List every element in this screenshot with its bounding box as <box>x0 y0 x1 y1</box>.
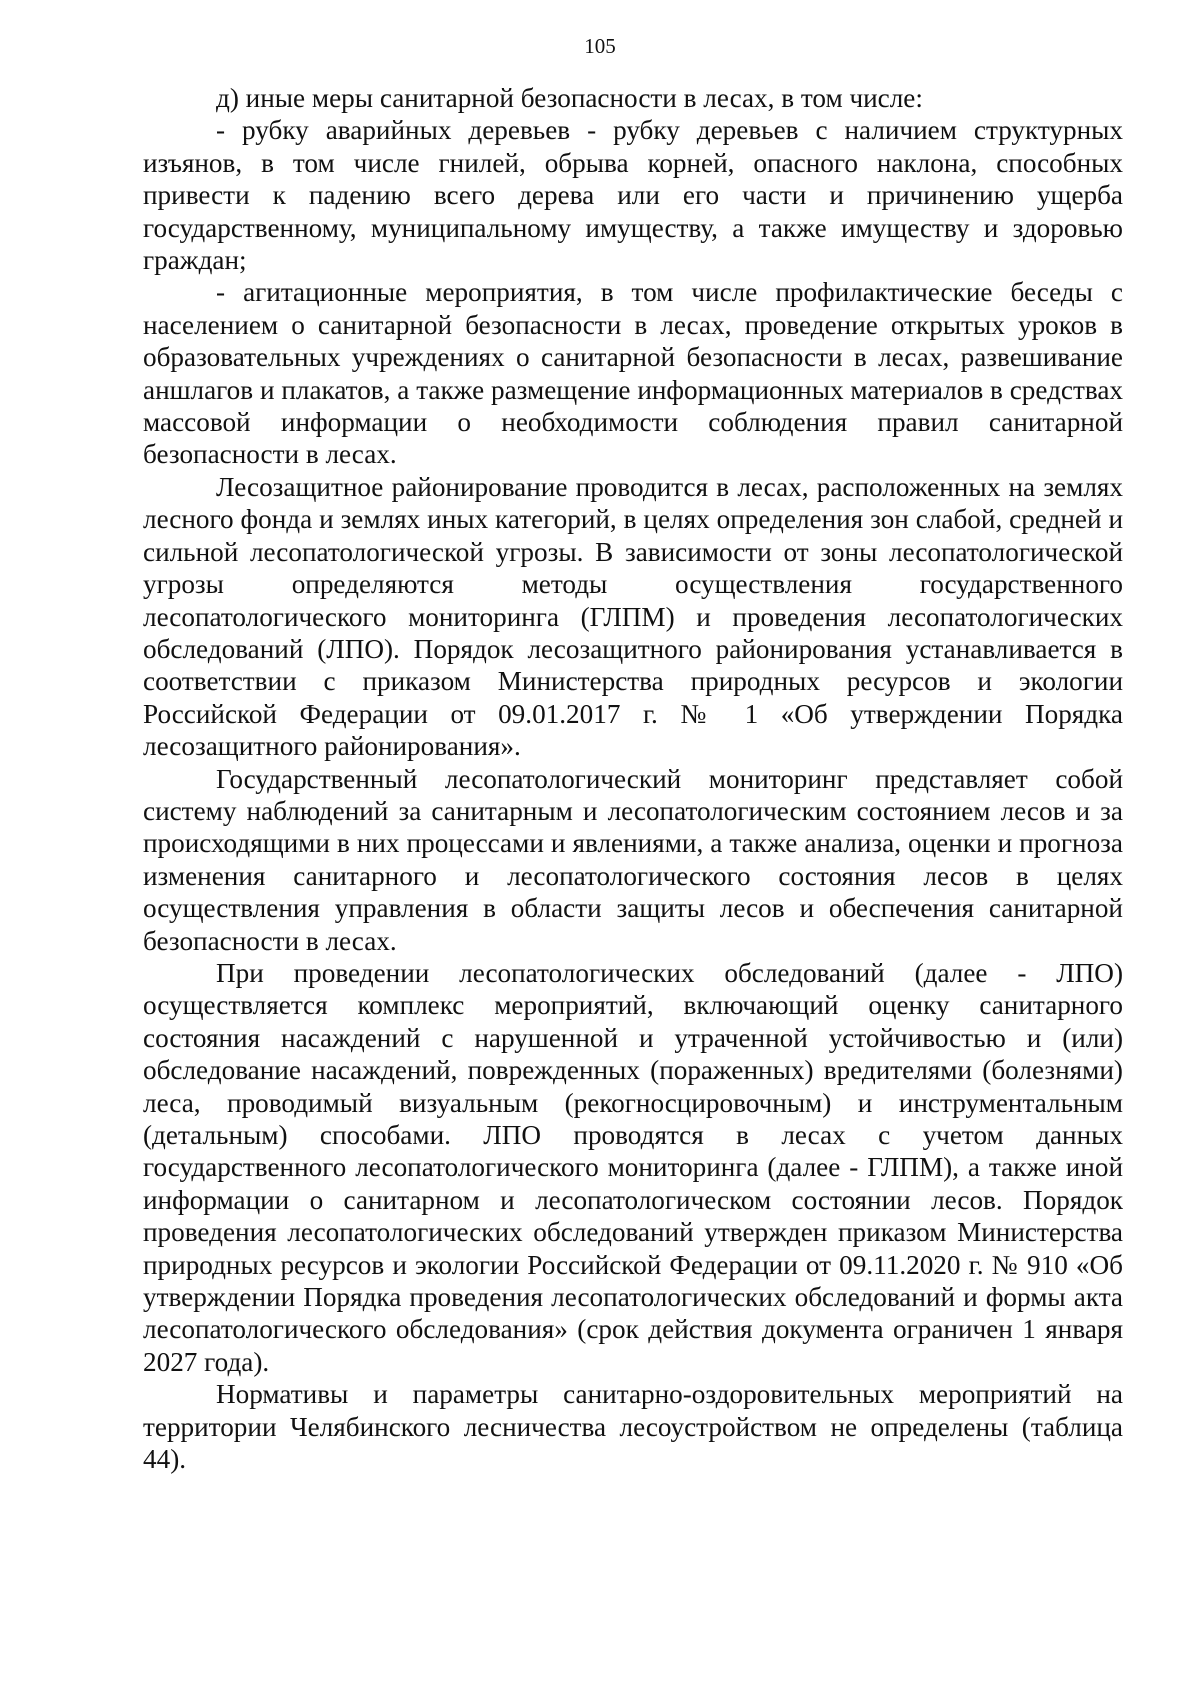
paragraph-awareness-measures: - агитационные мероприятия, в том числе профилактические беседы с населением о санитарной безопасности в лесах, проведение открытых уроков в образовательных учреждениях о санитарной безопасности в лесах, развешивание аншлагов и плакатов, а также размещение информационных материалов в средствах массовой информации о необходимости соблюдения правил санитарной безопасности в лесах. <box>143 277 1123 470</box>
paragraph-standards-parameters: Нормативы и параметры санитарно-оздоровительных мероприятий на территории Челябинского лесничества лесоустройством не определены (таблица 44). <box>143 1379 1123 1475</box>
paragraph-forest-protection-zoning: Лесозащитное районирование проводится в лесах, расположенных на землях лесного фонда и землях иных категорий, в целях определения зон слабой, средней и сильной лесопатологической угрозы. В зависимости от зоны лесопатологической угрозы определяются методы осуществления государственного лесопатологического мониторинга (ГЛПМ) и проведения лесопатологических обследований (ЛПО). Порядок лесозащитного районирования устанавливается в соответствии с приказом Министерства природных ресурсов и экологии Российской Федерации от 09.01.2017 г. № 1 «Об утверждении Порядка лесозащитного районирования». <box>143 471 1123 762</box>
paragraph-state-monitoring: Государственный лесопатологический мониторинг представляет собой систему наблюдений за санитарным и лесопатологическим состоянием лесов и за происходящими в них процессами и явлениями, а также анализа, оценки и прогноза изменения санитарного и лесопатологического состояния лесов в целях осуществления управления в области защиты лесов и обеспечения санитарной безопасности в лесах. <box>143 763 1123 956</box>
paragraph-hazard-tree-felling: - рубку аварийных деревьев - рубку деревьев с наличием структурных изъянов, в том числе гнилей, обрыва корней, опасного наклона, способных привести к падению всего дерева или его части и причинению ущерба государственному, муниципальному имуществу, а также имуществу и здоровью граждан; <box>143 115 1123 276</box>
paragraph-other-measures: д) иные меры санитарной безопасности в лесах, в том числе: <box>216 83 923 113</box>
document-body <box>143 82 1123 1475</box>
paragraph-forest-pathology-surveys: При проведении лесопатологических обследований (далее - ЛПО) осуществляется комплекс мероприятий, включающий оценку санитарного состояния насаждений с нарушенной и утраченной устойчивостью и (или) обследование насаждений, поврежденных (пораженных) вредителями (болезнями) леса, проводимый визуальным (рекогносцировочным) и инструментальным (детальным) способами. ЛПО проводятся в лесах с учетом данных государственного лесопатологического мониторинга (далее - ГЛПМ), а также иной информации о санитарном и лесопатологическом состоянии лесов. Порядок проведения лесопатологических обследований утвержден приказом Министерства природных ресурсов и экологии Российской Федерации от 09.11.2020 г. № 910 «Об утверждении Порядка проведения лесопатологических обследований и формы акта лесопатологического обследования» (срок действия документа ограничен 1 января 2027 года). <box>143 957 1123 1377</box>
page-number: 105 <box>584 34 616 58</box>
